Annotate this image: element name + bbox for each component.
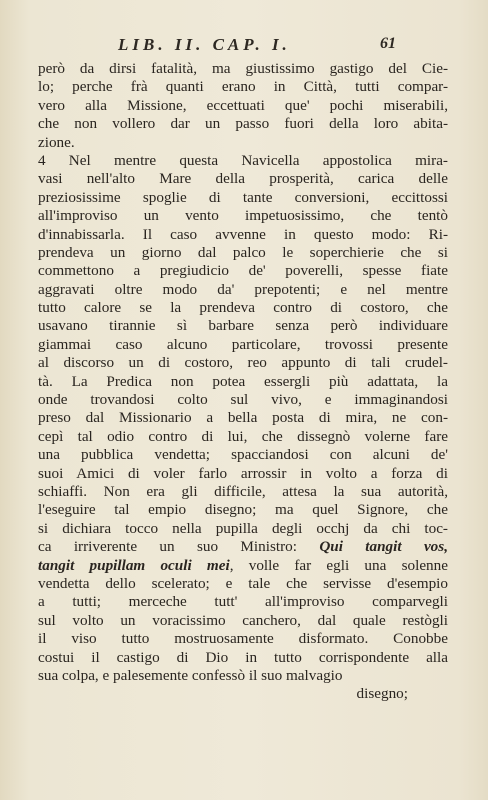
running-head xyxy=(0,35,488,59)
text-line xyxy=(38,317,448,335)
text-line xyxy=(38,667,448,685)
text-line xyxy=(38,262,448,280)
italic-quotation: tangit pupillam oculi mei xyxy=(38,556,230,574)
text-line xyxy=(38,336,448,354)
text-segment: all'improviso un vento impetuosissimo, che tentò xyxy=(38,207,448,225)
text-line xyxy=(38,207,448,225)
text-line xyxy=(38,226,448,244)
text-line xyxy=(38,483,448,501)
text-segment: vasi nell'alto Mare della prosperità, carica delle xyxy=(38,170,448,188)
text-segment: onde trovandosi colto sul vivo, e immaginandosi xyxy=(38,391,448,409)
text-segment: costui il castigo di Dio in tutto corrispondente alla xyxy=(38,648,448,666)
text-segment: l'eseguire tal empio disegno; ma quel Signore, che xyxy=(38,501,448,519)
text-line xyxy=(38,649,448,667)
text-segment: che non vollero dar un passo fuori della loro abita- xyxy=(38,115,448,133)
text-segment: , volle far egli una solenne xyxy=(229,556,448,574)
text-line xyxy=(38,373,448,391)
text-line xyxy=(38,612,448,630)
text-line xyxy=(38,115,448,133)
text-line xyxy=(38,465,448,483)
text-segment: giammai caso alcuno particolare, trovossi presente xyxy=(38,335,448,353)
text-line xyxy=(38,78,448,96)
text-segment: il viso tutto mostruosamente disformato. Conobbe xyxy=(38,630,448,648)
text-line xyxy=(38,501,448,519)
text-line xyxy=(38,60,448,78)
text-segment: tà. La Predica non potea essergli più adattata, la xyxy=(38,372,448,390)
text-segment: cepì tal odio contro di lui, che dissegnò volerne fare xyxy=(38,427,448,445)
body-text xyxy=(38,60,448,704)
text-line xyxy=(38,575,448,593)
text-segment: sul volto un voracissimo canchero, dal quale restògli xyxy=(38,611,448,629)
text-line xyxy=(38,244,448,262)
text-segment: una pubblica vendetta; spacciandosi con alcuni de' xyxy=(38,446,448,464)
text-segment: preso dal Missionario a bella posta di mira, ne con- xyxy=(38,409,448,427)
text-segment: usavano tirannie sì barbare senza però individuare xyxy=(38,317,448,335)
text-line xyxy=(38,538,448,556)
text-segment: prendeva un giorno dal palco le soperchierie che si xyxy=(38,243,448,261)
text-line xyxy=(38,170,448,188)
text-segment: commettono a pregiudicio de' poverelli, spesse fiate xyxy=(38,262,448,280)
text-segment: a tutti; merceche tutt' all'improviso comparvegli xyxy=(38,593,448,611)
text-line xyxy=(38,446,448,464)
page-number: 61 xyxy=(380,35,396,52)
catchword: disegno; xyxy=(356,685,408,703)
text-segment: lo; perche frà quanti erano in Città, tutti compar- xyxy=(38,78,448,96)
text-segment: sua colpa, e palesemente confessò il suo malvagio xyxy=(38,666,343,684)
text-line xyxy=(38,593,448,611)
text-segment: suoi Amici di voler farlo arrossir in volto a forza di xyxy=(38,464,448,482)
text-line xyxy=(38,557,448,575)
text-segment: però da dirsi fatalità, ma giustissimo gastigo del Cie- xyxy=(38,60,448,77)
text-line xyxy=(38,409,448,427)
text-line xyxy=(38,299,448,317)
text-line xyxy=(38,391,448,409)
text-line xyxy=(38,630,448,648)
text-segment: 4 Nel mentre questa Navicella appostolica mira- xyxy=(38,151,448,169)
text-line xyxy=(38,281,448,299)
text-segment: zione. xyxy=(38,133,75,151)
running-head-title: LIB. II. CAP. I. xyxy=(118,35,291,54)
text-segment: aggravati oltre modo da' prepotenti; e nel mentre xyxy=(38,280,448,298)
text-segment: ca irriverente un suo Ministro: xyxy=(38,538,320,556)
text-segment: vero alla Missione, eccettuati que' pochi miserabili, xyxy=(38,96,448,114)
text-segment: d'innabissarla. Il caso avvenne in questo modo: Ri- xyxy=(38,225,448,243)
text-line xyxy=(38,134,448,152)
text-line xyxy=(38,354,448,372)
text-line xyxy=(38,97,448,115)
text-line xyxy=(38,152,448,170)
text-line xyxy=(38,428,448,446)
italic-quotation: Qui tangit vos, xyxy=(319,538,448,556)
text-line xyxy=(38,189,448,207)
text-segment: tutto calore se la prendeva contro di costoro, che xyxy=(38,299,448,317)
text-segment: schiaffi. Non era gli difficile, attesa la sua autorità, xyxy=(38,482,448,500)
text-line xyxy=(38,520,448,538)
text-segment: al discorso un di costoro, reo appunto di tali crudel- xyxy=(38,354,448,372)
text-segment: preziosissime spoglie di tante conversioni, eccittossi xyxy=(38,188,448,206)
text-segment: si dichiara tocco nella pupilla degli occhj da chi toc- xyxy=(38,519,448,537)
text-segment: vendetta dello scelerato; e tale che servisse d'esempio xyxy=(38,574,448,592)
